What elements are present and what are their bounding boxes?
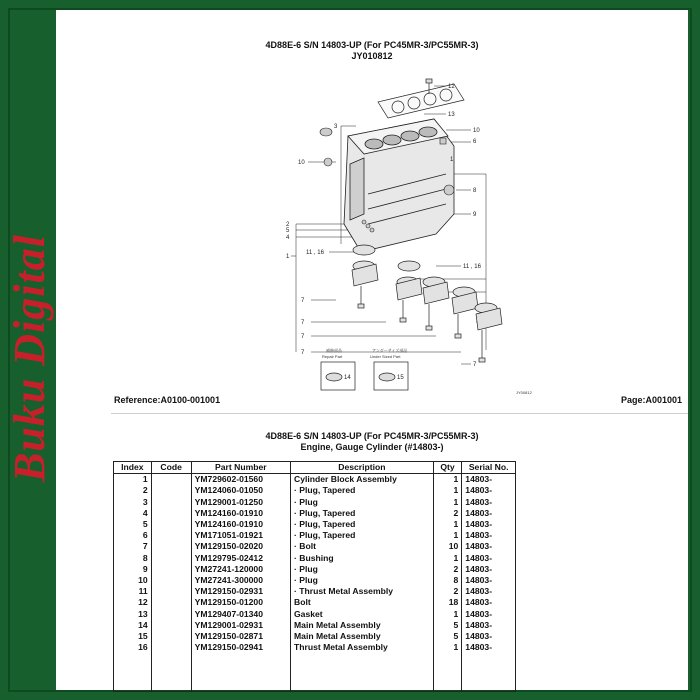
table-row: [114, 474, 516, 486]
cell-serial: 14803-: [462, 508, 516, 519]
callout-label: 9: [473, 212, 477, 218]
cell-qty: 8: [433, 575, 462, 586]
table-row: [114, 485, 516, 496]
callout-label: 11 , 16: [463, 264, 481, 270]
callout-label: 5: [286, 228, 290, 234]
cell-desc: · Plug: [291, 564, 434, 575]
cell-desc: · Bushing: [291, 553, 434, 564]
undersize-part-label-jp: アンダーサイズ部品: [372, 348, 408, 353]
cell-part: YM124160-01910: [191, 508, 290, 519]
cell-code: [151, 553, 191, 564]
cell-qty: 1: [433, 553, 462, 564]
cell-qty: 2: [433, 564, 462, 575]
cell-part: YM129001-01250: [191, 497, 290, 508]
cell-serial: 14803-: [462, 597, 516, 608]
cell-qty: 2: [433, 508, 462, 519]
cell-code: [151, 530, 191, 541]
cell-qty: 1: [433, 497, 462, 508]
cell-code: [151, 620, 191, 631]
cell-code: [151, 519, 191, 530]
cell-part: YM124060-01050: [191, 485, 290, 496]
cell-desc: · Plug, Tapered: [291, 485, 434, 496]
exploded-diagram: [286, 74, 546, 400]
cell-index: 14: [114, 620, 152, 631]
cell-serial: 14803-: [462, 497, 516, 508]
cell-desc: Bolt: [291, 597, 434, 608]
cell-desc: Main Metal Assembly: [291, 631, 434, 642]
cell-index: 16: [114, 642, 152, 653]
cell-code: [151, 564, 191, 575]
table-row: [114, 553, 516, 564]
cell-code: [151, 575, 191, 586]
cell-code: [151, 597, 191, 608]
cell-qty: 5: [433, 631, 462, 642]
cell-serial: 14803-: [462, 642, 516, 653]
header-description: Description: [291, 462, 434, 474]
cell-desc: · Plug, Tapered: [291, 530, 434, 541]
callout-label: 14: [344, 375, 351, 381]
table-row: [114, 530, 516, 541]
cell-serial: 14803-: [462, 631, 516, 642]
table-row: [114, 519, 516, 530]
cell-part: YM124160-01910: [191, 519, 290, 530]
cell-serial: 14803-: [462, 553, 516, 564]
cell-desc: · Plug: [291, 497, 434, 508]
undersize-part-label: Under Sized Part: [370, 354, 401, 359]
cell-desc: · Plug: [291, 575, 434, 586]
cylinder-block: [344, 119, 454, 252]
divider: [111, 413, 688, 414]
cell-part: YM129150-02020: [191, 541, 290, 552]
callout-label: 6: [473, 139, 477, 145]
cell-serial: 14803-: [462, 530, 516, 541]
cell-serial: 14803-: [462, 564, 516, 575]
callout-label: 3: [334, 124, 338, 130]
table-filler-row: [114, 653, 516, 692]
cell-index: 9: [114, 564, 152, 575]
cell-desc: Thrust Metal Assembly: [291, 642, 434, 653]
cell-qty: 2: [433, 586, 462, 597]
reference: Reference:A0100-001001: [114, 395, 221, 405]
cell-index: 12: [114, 597, 152, 608]
cell-qty: 10: [433, 541, 462, 552]
cell-serial: 14803-: [462, 519, 516, 530]
cell-index: 11: [114, 586, 152, 597]
cell-code: [151, 497, 191, 508]
cell-qty: 1: [433, 609, 462, 620]
cell-part: YM27241-300000: [191, 575, 290, 586]
page-number: Page:A001001: [620, 395, 682, 405]
header-serial: Serial No.: [462, 462, 516, 474]
cell-index: 3: [114, 497, 152, 508]
cell-serial: 14803-: [462, 620, 516, 631]
page-title: 4D88E-6 S/N 14803-UP (For PC45MR-3/PC55MR-3): [265, 40, 479, 50]
cell-part: YM129795-02412: [191, 553, 290, 564]
cell-qty: 1: [433, 642, 462, 653]
cell-code: [151, 631, 191, 642]
figure-code: JY00812: [516, 390, 532, 395]
callout-label: 15: [397, 375, 404, 381]
cell-code: [151, 485, 191, 496]
cell-code: [151, 642, 191, 653]
table-row: [114, 597, 516, 608]
cell-serial: 14803-: [462, 485, 516, 496]
cell-code: [151, 508, 191, 519]
callout-label: 11 , 16: [306, 250, 324, 256]
cell-part: YM129407-01340: [191, 609, 290, 620]
callout-label: 12: [448, 84, 455, 90]
cell-desc: · Plug, Tapered: [291, 519, 434, 530]
cell-serial: 14803-: [462, 474, 516, 486]
cell-part: YM171051-01921: [191, 530, 290, 541]
callout-label: 10: [298, 160, 305, 166]
header-code: Code: [151, 462, 191, 474]
table-row: [114, 620, 516, 631]
parts-table: [113, 461, 516, 692]
cell-index: 8: [114, 553, 152, 564]
cell-qty: 1: [433, 474, 462, 486]
cell-serial: 14803-: [462, 541, 516, 552]
table-row: [114, 508, 516, 519]
table-row: [114, 609, 516, 620]
cell-index: 13: [114, 609, 152, 620]
catalog-page: [56, 10, 688, 690]
cell-code: [151, 586, 191, 597]
cell-part: YM129150-01200: [191, 597, 290, 608]
cell-desc: Main Metal Assembly: [291, 620, 434, 631]
callout-label: 7: [473, 362, 477, 368]
cell-index: 10: [114, 575, 152, 586]
cell-part: YM129150-02941: [191, 642, 290, 653]
table-title: 4D88E-6 S/N 14803-UP (For PC45MR-3/PC55MR-3): [265, 431, 479, 441]
table-row: [114, 575, 516, 586]
cell-qty: 18: [433, 597, 462, 608]
repair-part-label: Repair Part: [322, 354, 343, 359]
repair-part-label-jp: 補修部品: [326, 348, 342, 353]
callout-label: 7: [301, 320, 305, 326]
cell-desc: · Bolt: [291, 541, 434, 552]
cell-index: 1: [114, 474, 152, 486]
cell-code: [151, 541, 191, 552]
cell-index: 6: [114, 530, 152, 541]
cell-index: 5: [114, 519, 152, 530]
cell-desc: Cylinder Block Assembly: [291, 474, 434, 486]
cell-serial: 14803-: [462, 586, 516, 597]
cell-part: YM129150-02931: [191, 586, 290, 597]
cell-serial: 14803-: [462, 609, 516, 620]
callout-label: 1: [450, 157, 454, 163]
cell-qty: 1: [433, 519, 462, 530]
callout-label: 13: [448, 112, 455, 118]
callout-label: 4: [286, 235, 290, 241]
cell-part: YM729602-01560: [191, 474, 290, 486]
callout-label: 7: [301, 298, 305, 304]
table-subtitle: Engine, Gauge Cylinder (#14803-): [300, 442, 444, 452]
table-row: [114, 497, 516, 508]
table-row: [114, 586, 516, 597]
header-part-number: Part Number: [191, 462, 290, 474]
page-code: JY010812: [351, 51, 393, 61]
table-row: [114, 631, 516, 642]
cell-index: 2: [114, 485, 152, 496]
watermark: Buku Digital: [5, 234, 54, 482]
cell-code: [151, 474, 191, 486]
callout-label: 8: [473, 188, 477, 194]
table-row: [114, 564, 516, 575]
cell-desc: · Plug, Tapered: [291, 508, 434, 519]
callout-label: 7: [301, 334, 305, 340]
table-row: [114, 541, 516, 552]
cell-part: YM129150-02871: [191, 631, 290, 642]
callout-label: 10: [473, 128, 480, 134]
cell-part: YM129001-02931: [191, 620, 290, 631]
header-qty: Qty: [433, 462, 462, 474]
cell-qty: 1: [433, 530, 462, 541]
bearing-caps: [352, 245, 502, 362]
cell-code: [151, 609, 191, 620]
cell-serial: 14803-: [462, 575, 516, 586]
cell-index: 4: [114, 508, 152, 519]
header-index: Index: [114, 462, 152, 474]
cell-part: YM27241-120000: [191, 564, 290, 575]
table-row: [114, 642, 516, 653]
cell-desc: · Thrust Metal Assembly: [291, 586, 434, 597]
callout-label: 1: [286, 254, 290, 260]
callout-label: 7: [301, 350, 305, 356]
cell-qty: 5: [433, 620, 462, 631]
cell-index: 15: [114, 631, 152, 642]
callout-label: 2: [286, 222, 290, 228]
cell-qty: 1: [433, 485, 462, 496]
cell-index: 7: [114, 541, 152, 552]
cell-desc: Gasket: [291, 609, 434, 620]
